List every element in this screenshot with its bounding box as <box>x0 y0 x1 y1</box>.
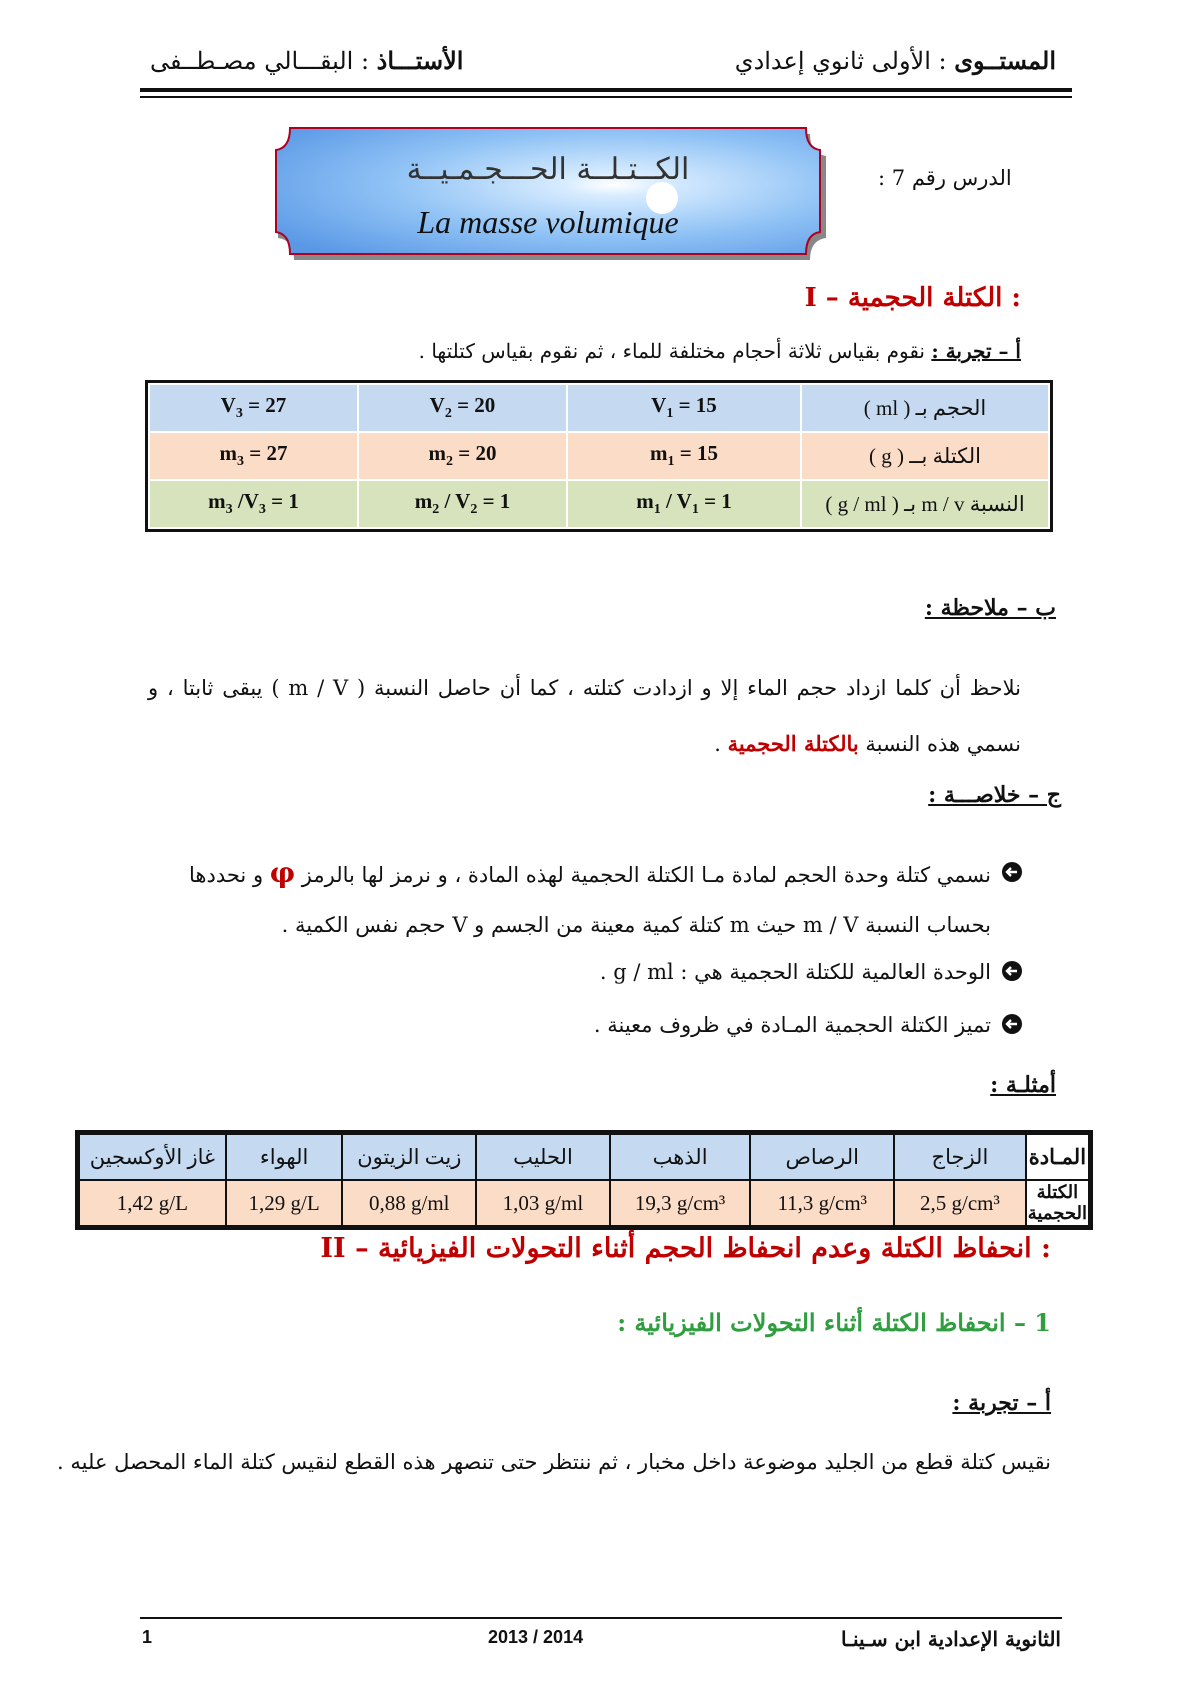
material-cell: الحليب <box>476 1134 610 1180</box>
arrow-bullet-icon <box>1001 960 1023 982</box>
table-cell: $m_2 / V_2 = 1$ <box>358 480 567 528</box>
table-row <box>149 480 1049 528</box>
conclusion-heading: ج – خلاصـــة : <box>928 782 1061 808</box>
material-cell: الهواء <box>226 1134 343 1180</box>
row-label: المـادة <box>1026 1134 1089 1180</box>
table-cell: $m_2 = 20$ <box>358 432 567 480</box>
material-cell: غاز الأوكسجين <box>79 1134 226 1180</box>
row-label: الكتلة بــ ( g ) <box>801 432 1049 480</box>
material-cell: زيت الزيتون <box>342 1134 476 1180</box>
material-cell: الزجاج <box>894 1134 1026 1180</box>
density-cell: 1,03 g/ml <box>476 1180 610 1226</box>
title-frame <box>268 122 828 264</box>
table-row <box>79 1134 1089 1180</box>
table-row <box>149 432 1049 480</box>
teacher-label: الأستـــاذ : البقـــالي مصـطــفى <box>150 46 464 75</box>
footer-school: الثانوية الإعدادية ابن سـينـا <box>841 1627 1061 1651</box>
page-number: 1 <box>142 1627 153 1647</box>
table-cell: $m_1 = 15$ <box>567 432 801 480</box>
table-cell: $V_1 = 15$ <box>567 384 801 432</box>
row-label: النسبة m / v بـ ( g / ml ) <box>801 480 1049 528</box>
level-label: المستــوى : الأولى ثانوي إعدادي <box>734 46 1056 75</box>
density-cell: 1,29 g/L <box>226 1180 343 1226</box>
experiment-a: أ – تجربة : نقوم بقياس ثلاثة أحجام مختلفة للماء ، ثم نقوم بقياس كتلتها . <box>418 339 1021 363</box>
section-heading-2: II – انحفاظ الكتلة وعدم انحفاظ الحجم أثناء التحولات الفيزيائية : <box>320 1233 1051 1264</box>
density-cell: 0,88 g/ml <box>342 1180 476 1226</box>
table-cell: $V_3 = 27$ <box>149 384 358 432</box>
row-label: الحجم بـ ( ml ) <box>801 384 1049 432</box>
footer-year: 2013 / 2014 <box>488 1627 584 1647</box>
density-cell: 19,3 g/cm³ <box>610 1180 751 1226</box>
table-cell: $m_3$ $/V_3 = 1$ <box>149 480 358 528</box>
row-label: الكتلة الحجمية <box>1026 1180 1089 1226</box>
density-cell: 1,42 g/L <box>79 1180 226 1226</box>
density-cell: 2,5 g/cm³ <box>894 1180 1026 1226</box>
density-cell: 11,3 g/cm³ <box>750 1180 894 1226</box>
observation-heading: ب – ملاحظة : <box>924 595 1056 621</box>
table-cell: $m_3 = 27$ <box>149 432 358 480</box>
arrow-bullet-icon <box>1001 1013 1023 1035</box>
examples-heading: أمثلـة : <box>990 1072 1056 1098</box>
experiment-b-heading: أ – تجربة : <box>952 1390 1051 1416</box>
conclusion-bullet-3: تميز الكتلة الحجمية المـادة في ظروف معينة . <box>148 1000 991 1050</box>
density-table <box>78 1133 1090 1227</box>
observation-text: نلاحظ أن كلما ازداد حجم الماء إلا و ازدادت كتلته ، كما أن حاصل النسبة ( m / V ) يبقى ثابتا ، و نسمي هذه النسبة بالكتلة الحجمية . <box>148 676 1021 756</box>
measurements-table <box>148 383 1050 529</box>
table-cell: $m_1 / V_1 = 1$ <box>567 480 801 528</box>
table-row <box>79 1180 1089 1226</box>
footer-rule <box>140 1617 1062 1619</box>
arrow-bullet-icon <box>1001 861 1023 883</box>
lesson-number: الدرس رقم 7 : <box>878 166 1012 190</box>
table-cell: $V_2 = 20$ <box>358 384 567 432</box>
table-row <box>149 384 1049 432</box>
conclusion-bullet-2: الوحدة العالمية للكتلة الحجمية هي : g / ml . <box>148 947 991 997</box>
section-heading-1: I – الكتلة الحجمية : <box>804 283 1021 313</box>
subsection-heading-2-1: 1 – انحفاظ الكتلة أثناء التحولات الفيزيائية : <box>617 1308 1051 1337</box>
title-french: La masse volumique <box>417 204 679 240</box>
material-cell: الرصاص <box>750 1134 894 1180</box>
header-rule-thin <box>140 96 1072 98</box>
conclusion-bullet-1: نسمي كتلة وحدة الحجم لمادة مـا الكتلة الحجمية لهذه المادة ، و نرمز لها بالرمز φ و نحددها بحساب النسبة m / V حيث m كتلة كمية معينة من الجسم و V حجم نفس الكمية . <box>148 848 991 950</box>
experiment-b-text: نقيس كتلة قطع من الجليد موضوعة داخل مخبار ، ثم ننتظر حتى تنصهر هذه القطع لنقيس كتلة الماء المحصل عليه . <box>57 1450 1051 1474</box>
title-arabic: الكــتـلــة الحـــجـمـيــة <box>406 152 690 187</box>
material-cell: الذهب <box>610 1134 751 1180</box>
header-rule <box>140 88 1072 92</box>
